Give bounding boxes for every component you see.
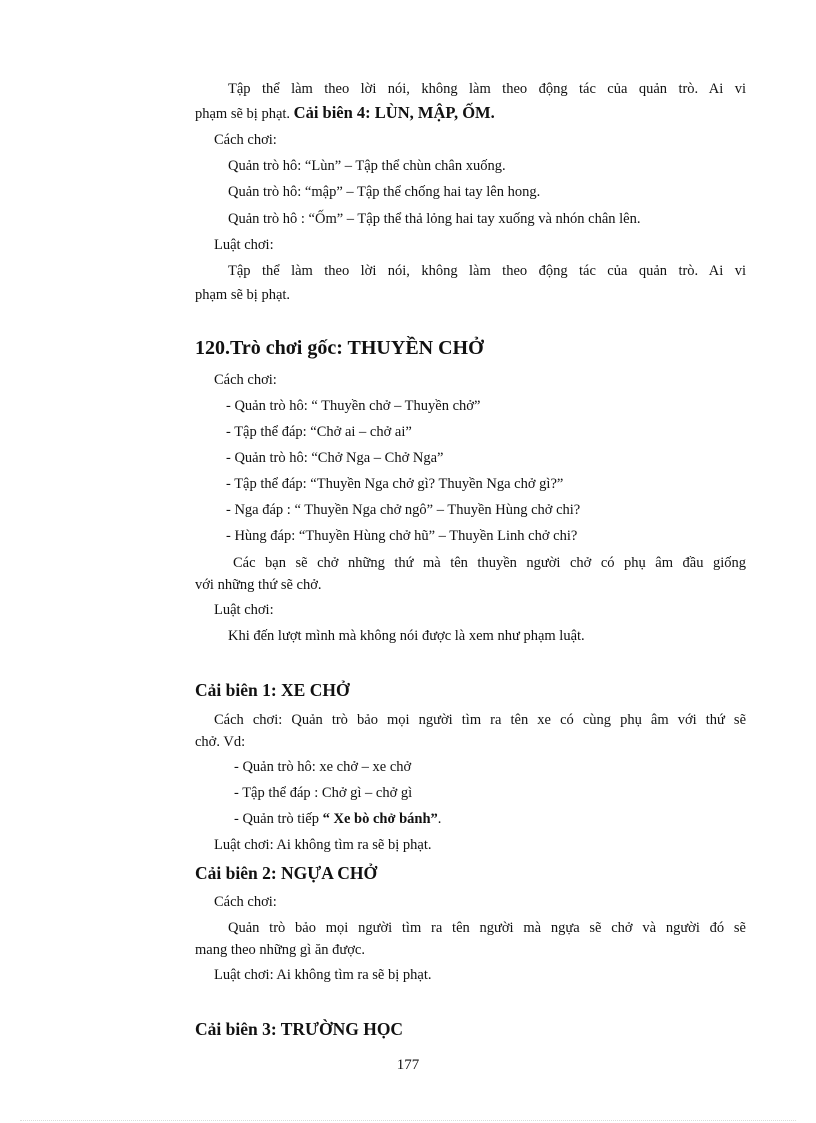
how-to-play-label: Cách chơi: [214, 132, 277, 148]
paragraph-line: Các bạn sẽ chở những thứ mà tên thuyền người chở có phụ âm đầu giống [233, 555, 746, 571]
variant-3-title: Cải biên 3: TRƯỜNG HỌC [195, 1019, 404, 1039]
list-item: - Quản trò hô: “Chở Nga – Chở Nga” [226, 450, 444, 466]
page-bottom-divider [20, 1120, 796, 1121]
list-item: - Quản trò hô: “ Thuyền chở – Thuyền chở” [226, 398, 481, 414]
rules-text: Luật chơi: Ai không tìm ra sẽ bị phạt. [214, 967, 432, 983]
rules-text: Luật chơi: Ai không tìm ra sẽ bị phạt. [214, 837, 432, 853]
paragraph-line: mang theo những gì ăn được. [195, 942, 365, 958]
list-item: - Tập thể đáp: “Thuyền Nga chở gì? Thuyền Nga chở gì?” [226, 476, 564, 492]
how-to-play-label: Cách chơi: [214, 372, 277, 388]
variant-1-title: Cải biên 1: XE CHỞ [195, 680, 350, 700]
list-item [234, 810, 441, 828]
list-item: - Hùng đáp: “Thuyền Hùng chở hũ” – Thuyền Linh chở chi? [226, 528, 578, 544]
list-item: - Tập thể đáp : Chở gì – chở gì [234, 785, 413, 801]
paragraph-line: Tập thể làm theo lời nói, không làm theo động tác của quản trò. Ai vi [228, 81, 746, 97]
rules-label: Luật chơi: [214, 237, 274, 253]
paragraph-line: chở. Vd: [195, 734, 246, 750]
page-number: 177 [396, 1057, 420, 1073]
list-item: Quản trò hô : “Ốm” – Tập thể thả lỏng hai tay xuống và nhón chân lên. [228, 211, 641, 227]
paragraph-line: với những thứ sẽ chở. [195, 577, 322, 593]
list-item-text: . [437, 811, 442, 827]
rules-text: Khi đến lượt mình mà không nói được là xem như phạm luật. [228, 628, 585, 644]
paragraph-line: Cách chơi: Quản trò bảo mọi người tìm ra tên xe có cùng phụ âm với thứ sẽ [214, 712, 746, 728]
paragraph-line [195, 104, 495, 123]
list-item: Quản trò hô: “Lùn” – Tập thể chùn chân xuống. [228, 158, 506, 174]
paragraph-line: Quản trò bảo mọi người tìm ra tên người mà ngựa sẽ chở và người đó sẽ [228, 920, 746, 936]
list-item: - Nga đáp : “ Thuyền Nga chở ngô” – Thuyền Hùng chở chi? [226, 502, 581, 518]
section-title: 120.Trò chơi gốc: THUYỀN CHỞ [195, 337, 484, 359]
list-item-text: - Quản trò tiếp [234, 811, 319, 827]
list-item: - Tập thể đáp: “Chở ai – chở ai” [226, 424, 412, 440]
variant-2-title: Cải biên 2: NGỰA CHỞ [195, 863, 378, 883]
paragraph-line: phạm sẽ bị phạt. [195, 287, 291, 303]
rules-label: Luật chơi: [214, 602, 274, 618]
list-item: - Quản trò hô: xe chở – xe chở [234, 759, 412, 775]
how-to-play-label: Cách chơi: [214, 894, 277, 910]
paragraph-text: phạm sẽ bị phạt. [195, 106, 291, 122]
paragraph-line: Tập thể làm theo lời nói, không làm theo động tác của quản trò. Ai vi [228, 263, 746, 279]
list-item: Quản trò hô: “mập” – Tập thể chống hai tay lên hong. [228, 184, 541, 200]
variant-4-title: Cải biên 4: LÙN, MẬP, ỐM. [293, 103, 495, 122]
example-phrase: “ Xe bò chở bánh” [322, 811, 438, 827]
